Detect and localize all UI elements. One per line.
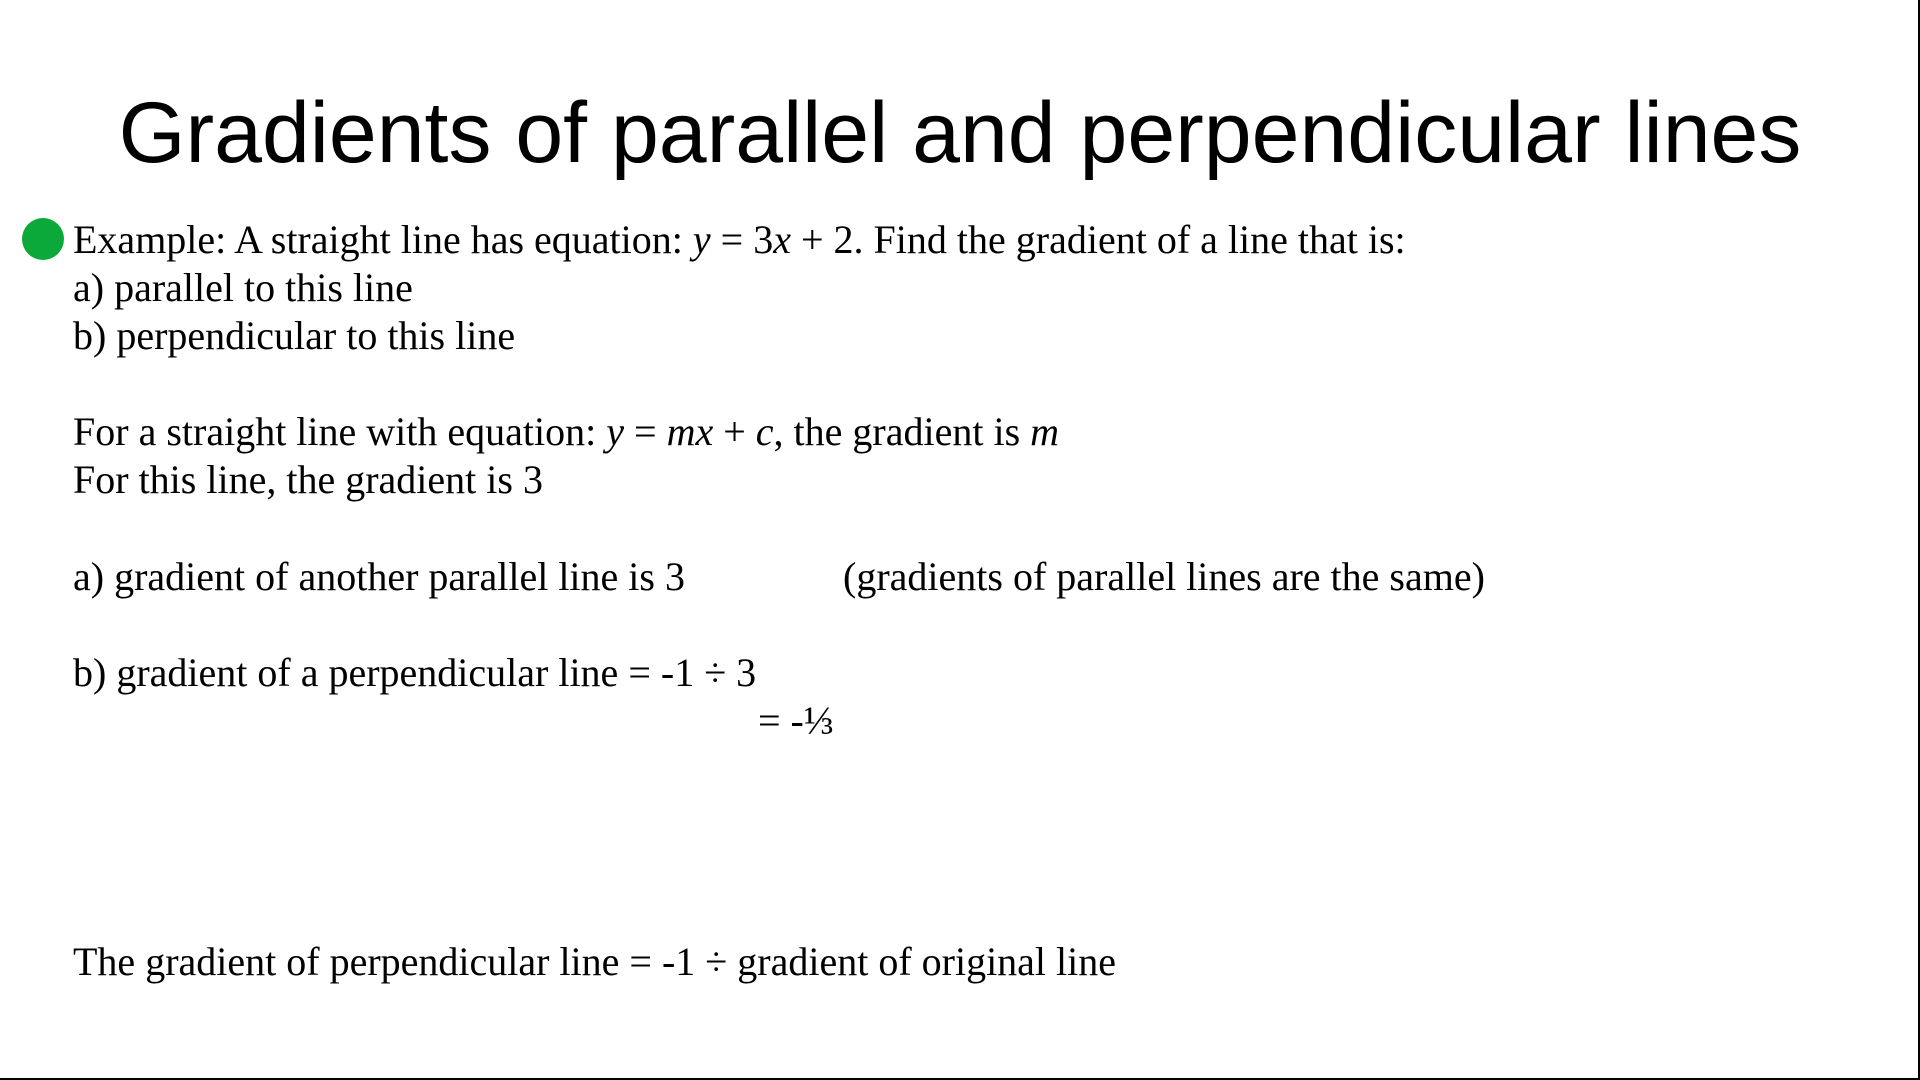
rule-plus: +: [713, 409, 756, 454]
part-a: a) parallel to this line: [73, 265, 413, 310]
rule-mx: mx: [666, 409, 714, 454]
example-suffix: + 2. Find the gradient of a line that is:: [790, 217, 1406, 262]
slide-title: Gradients of parallel and perpendicular lines: [118, 85, 1802, 181]
example-prefix: Example: A straight line has equation:: [73, 217, 693, 262]
rule-line: [73, 408, 1059, 456]
summary-rule: The gradient of perpendicular line = -1 ÷ gradient of original line: [73, 939, 1117, 984]
rule-eq: =: [624, 409, 667, 454]
example-eq-x: x: [773, 217, 791, 262]
answer-a-note: (gradients of parallel lines are the same): [843, 554, 1485, 599]
rule-m: m: [1030, 409, 1060, 454]
answer-a: a) gradient of another parallel line is 3: [73, 554, 685, 599]
example-eq-mid: = 3: [710, 217, 774, 262]
answer-b-result: = -⅓: [758, 698, 834, 743]
example-eq-y: y: [692, 217, 711, 262]
rule-c: c: [755, 409, 774, 454]
answer-b: b) gradient of a perpendicular line = -1 ÷ 3: [73, 650, 757, 695]
part-b: b) perpendicular to this line: [73, 313, 516, 358]
rule-prefix: For a straight line with equation:: [73, 409, 607, 454]
this-line-gradient: For this line, the gradient is 3: [73, 457, 543, 502]
bullet-dot-icon: [22, 218, 64, 260]
rule-y: y: [606, 409, 625, 454]
example-line: [73, 216, 1406, 264]
rule-mid: , the gradient is: [773, 409, 1031, 454]
